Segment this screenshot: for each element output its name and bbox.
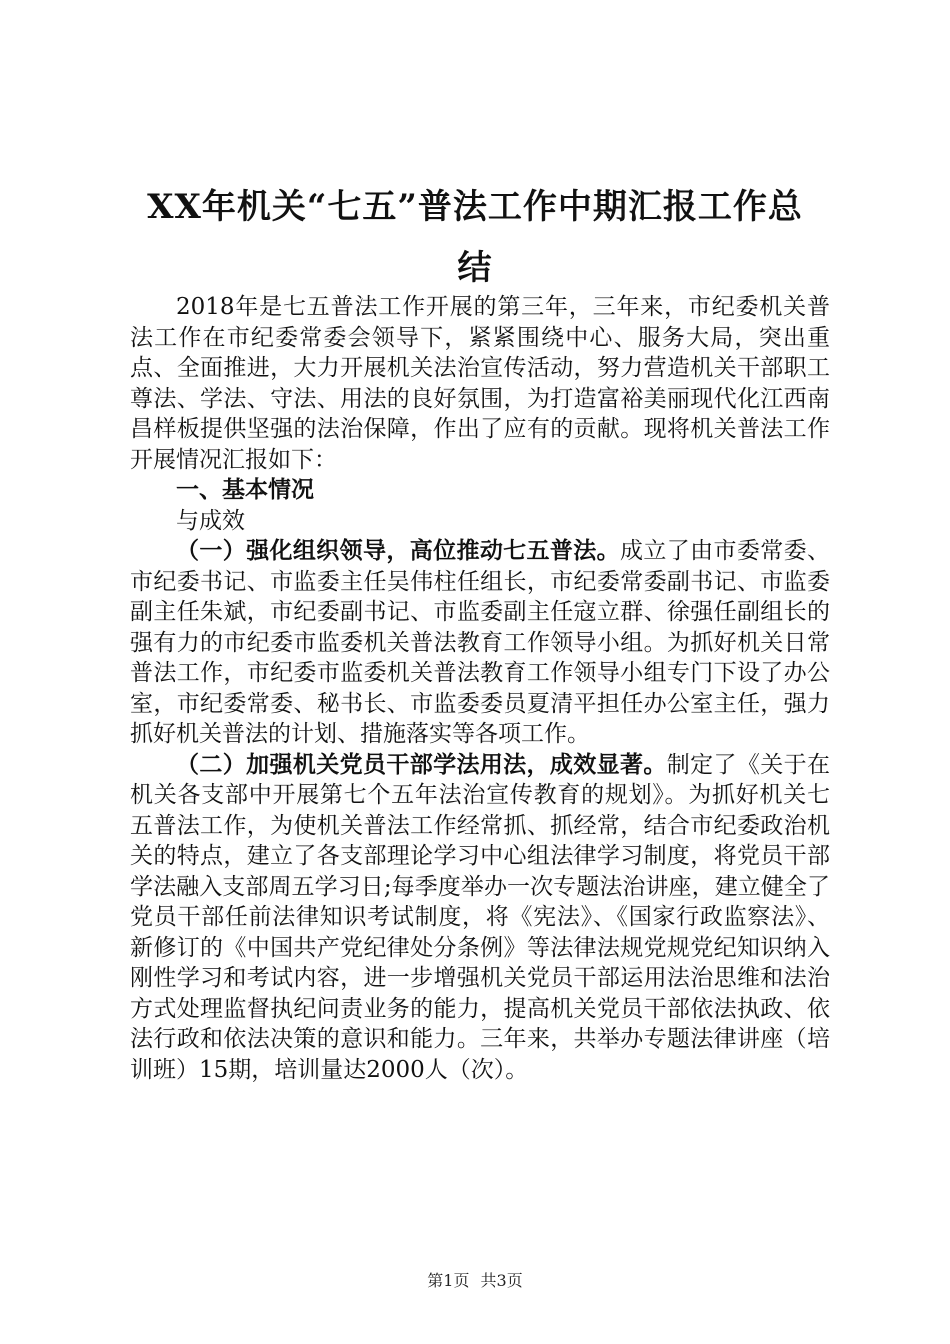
section-heading-continuation: 与成效: [176, 507, 245, 534]
paragraph-organization: [130, 536, 830, 750]
paragraph-body: 制定了《关于在机关各支部中开展第七个五年法治宣传教育的规划》。为抓好机关七五普法工作，为使机关普法工作经常抓、抓经常，结合市纪委政治机关的特点，建立了各支部理论学习中心组法律学习制度，将党员干部学法融入支部周五学习日;每季度举办一次专题法治讲座，建立健全了党员干部任前法律知识考试制度，将《宪法》、《国家行政监察法》、新修订的《中国共产党纪律处分条例》等法律法规党规党纪知识纳入刚性学习和考试内容，进一步增强机关党员干部运用法治思维和法治方式处理监督执纪问责业务的能力，提高机关党员干部依法执政、依法行政和依法决策的意识和能力。三年来，共举办专题法律讲座（培训班）15期，培训量达2000人（次）。: [130, 751, 831, 1083]
document-title-line1: XX年机关“七五”普法工作中期汇报工作总: [147, 187, 803, 227]
page-number: 第1页: [427, 1271, 470, 1290]
paragraph-heading: （二）加强机关党员干部学法用法，成效显著。: [176, 750, 667, 778]
paragraph-body: 成立了由市委常委、市纪委书记、市监委主任吴伟柱任组长，市纪委常委副书记、市监委副主任朱斌，市纪委副书记、市监委副主任寇立群、徐强任副组长的强有力的市纪委市监委机关普法教育工作领导小组。为抓好机关日常普法工作，市纪委市监委机关普法教育工作领导小组专门下设了办公室，市纪委常委、秘书长、市监委委员夏清平担任办公室主任，强力抓好机关普法的计划、措施落实等各项工作。: [130, 538, 831, 747]
intro-paragraph: 2018年是七五普法工作开展的第三年，三年来，市纪委机关普法工作在市纪委常委会领导下，紧紧围绕中心、服务大局，突出重点、全面推进，大力开展机关法治宣传活动，努力营造机关干部职工尊法、学法、守法、用法的良好氛围，为打造富裕美丽现代化江西南昌样板提供坚强的法治保障，作出了应有的贡献。现将机关普法工作开展情况汇报如下：: [130, 294, 830, 473]
section-heading: 一、基本情况: [176, 476, 314, 503]
page-footer: [0, 1268, 950, 1291]
document-title-line2: 结: [457, 248, 493, 288]
page-total: 共3页: [480, 1271, 523, 1290]
document-body: [130, 292, 830, 1085]
paragraph-heading: （一）强化组织领导，高位推动七五普法。: [176, 537, 621, 564]
paragraph-study: [130, 750, 830, 1086]
